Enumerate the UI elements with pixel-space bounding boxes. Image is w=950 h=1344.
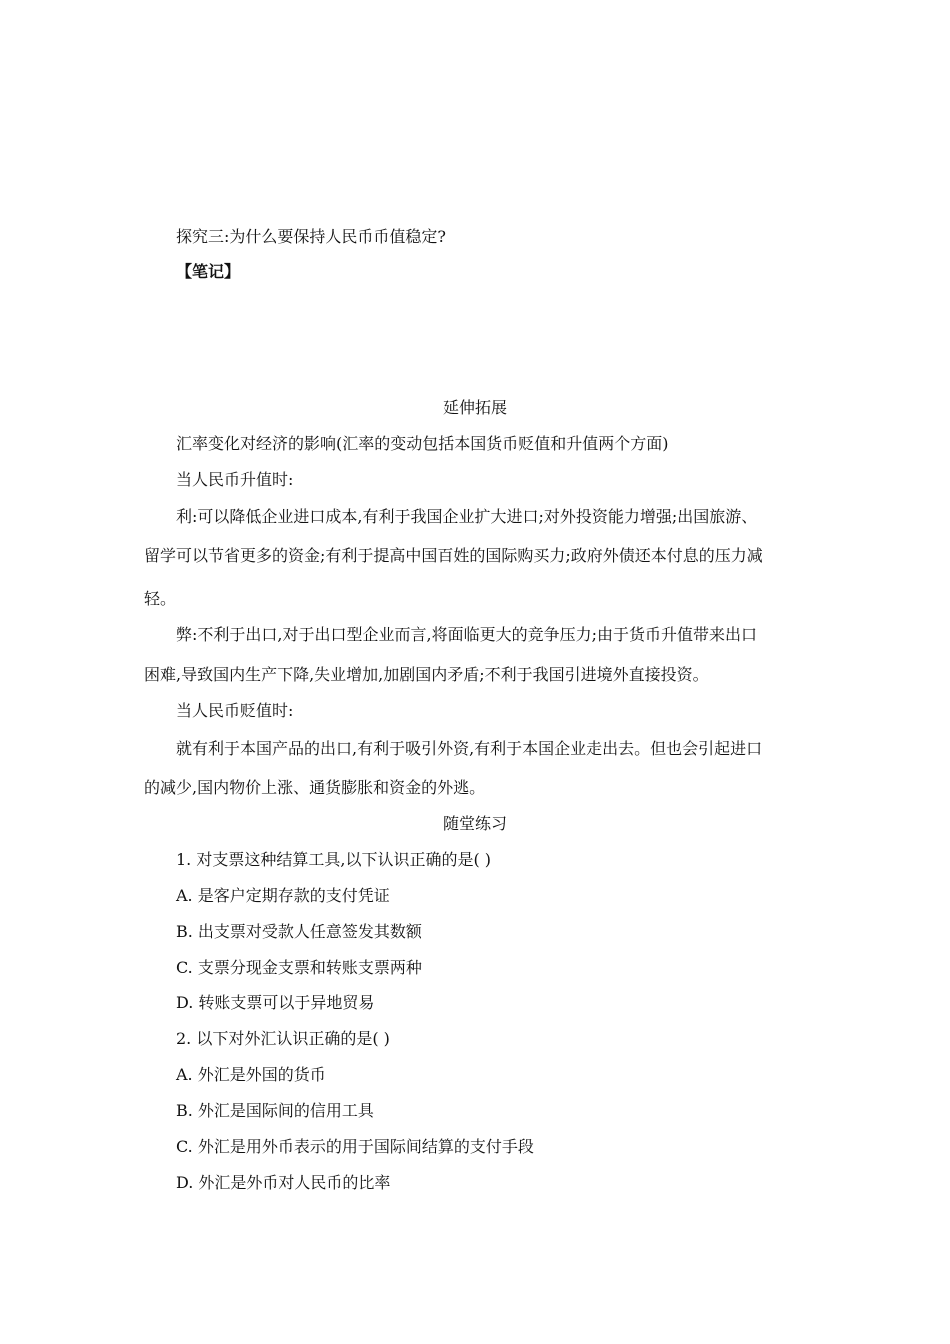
extension-heading: 延伸拓展 [442,398,507,417]
question-2-stem: 2. 以下对外汇认识正确的是( ) [176,1029,390,1048]
question-1-option-a: A. 是客户定期存款的支付凭证 [176,886,390,905]
depreciation-label: 当人民币贬值时: [176,701,294,720]
appreciation-label: 当人民币升值时: [176,470,294,489]
pros-line-1: 利:可以降低企业进口成本,有利于我国企业扩大进口;对外投资能力增强;出国旅游、 [176,507,758,526]
question-1-option-b: B. 出支票对受款人任意签发其数额 [176,922,422,941]
notes-label: 【笔记】 [176,262,241,281]
question-1-option-d: D. 转账支票可以于异地贸易 [176,993,375,1012]
practice-heading: 随堂练习 [442,814,507,833]
cons-line-2: 困难,导致国内生产下降,失业增加,加剧国内矛盾;不利于我国引进境外直接投资。 [144,665,709,684]
question-2-option-a: A. 外汇是外国的货币 [176,1065,326,1084]
question-1-stem: 1. 对支票这种结算工具,以下认识正确的是( ) [176,850,492,869]
depreciation-line-1: 就有利于本国产品的出口,有利于吸引外资,有利于本国企业走出去。但也会引起进口 [176,739,763,758]
cons-line-1: 弊:不利于出口,对于出口型企业而言,将面临更大的竞争压力;由于货币升值带来出口 [176,625,757,644]
pros-line-3: 轻。 [144,589,177,608]
explore-question: 探究三:为什么要保持人民币币值稳定? [176,227,446,246]
extension-intro: 汇率变化对经济的影响(汇率的变动包括本国货币贬值和升值两个方面) [176,434,669,453]
question-2-option-c: C. 外汇是用外币表示的用于国际间结算的支付手段 [176,1137,534,1156]
question-2-option-b: B. 外汇是国际间的信用工具 [176,1101,374,1120]
question-2-option-d: D. 外汇是外币对人民币的比率 [176,1173,391,1192]
depreciation-line-2: 的减少,国内物价上涨、通货膨胀和资金的外逃。 [144,778,486,797]
pros-line-2: 留学可以节省更多的资金;有利于提高中国百姓的国际购买力;政府外债还本付息的压力减 [144,546,763,565]
question-1-option-c: C. 支票分现金支票和转账支票两种 [176,958,422,977]
